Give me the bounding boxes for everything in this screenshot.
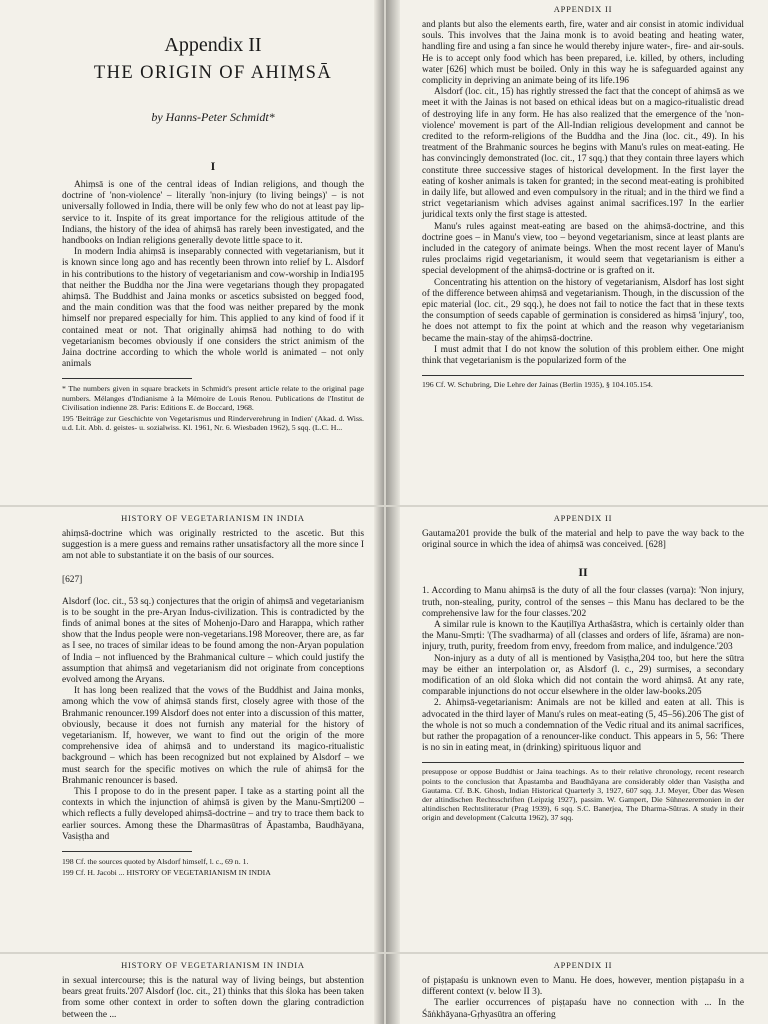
body-paragraph: It has long been realized that the vows of the Buddhist and Jaina monks, among which the vow of ahiṃsā stands first, closely agree with those of the Brahmanic renouncer.199 Alsdorf does not enter into a discussion of this matter, obviously, because it does not furnish any material for the history of vegetarianism. If, however, we want to find out the origin of the more comprehensive idea of ahiṃsā and to understand its magico-ritualistic background – which has been recognized but not explained by Alsdorf – we must search for the specific motives on which the rule of ahiṃsā for the Brahmanic renouncer is based. (62, 686, 364, 786)
body-paragraph: This I propose to do in the present paper. I take as a starting point all the contexts in which the injunction of ahiṃsā is given by the Manu-Smṛti200 – which reflects a fully developed ahiṃsā-doctrine – and try to trace them back to earlier sources. Among these the Dharmasūtras of Āpastamba, Baudhāyana, Vasiṣṭha and (62, 787, 364, 842)
body-paragraph: ahiṃsā-doctrine which was originally restricted to the ascetic. But this suggestion is a mere guess and remains rather unsatisfactory all the more since I am not able to substantiate it on the basis of our sources. (62, 529, 364, 562)
body-paragraph: I must admit that I do not know the solution of this problem either. One might think that vegetarianism is the popularized form of the (422, 344, 744, 367)
body-paragraph: Alsdorf (loc. cit., 15) has rightly stressed the fact that the concept of ahiṃsā as we meet it with the Jainas is not based on ethical ideas but on a magico-ritualistic dread of destroying life in any form. He has also realized that the emergence of the 'non-violence' movement is part of the All-Indian religious development and cannot be credited to the reform-religions of the Buddha and the Jina (loc. cit., 49). In his treatment of the Brahmanic sources he begins with Manu's rules on meat-eating. He has convincingly demonstrated (loc. cit., 17 sqq.) that they contain three layers which constitute three successive stages of historical development. In the first layer the eating of kosher animals is taken for granted; in the second meat-eating is prohibited in daily life, but allowed and even compulsory in the ritual; and in the third we find a strict vegetarianism which advises against animal sacrifices.197 In the earlier juridical texts only the first stage is attested. (422, 87, 744, 221)
body-paragraph: of piṣṭapaśu is unknown even to Manu. He does, however, mention piṣṭapaśu in a different context (v. below II 3). (422, 976, 744, 998)
page-gutter-shadow (374, 954, 384, 1024)
body-paragraph: Ahiṃsā is one of the central ideas of Indian religions, and though the doctrine of 'non-violence' – literally 'non-injury (to living beings)' – is not universally followed in India, there will be only few who do not at least pay lip-service to it. Inspite of its great importance for the religious attitude of the Indians, the history of the idea of ahiṃsā has rarely been investigated, and the handbooks on Indian religions generally devote little space to it. (62, 180, 364, 247)
running-head: HISTORY OF VEGETARIANISM IN INDIA (121, 513, 305, 523)
body-paragraph: 1. According to Manu ahiṃsā is the duty of all the four classes (varṇa): 'Non injury, truth, non-stealing, purity, control of the senses – this Manu has declared to be the comprehensive law for the four classes.'202 (422, 586, 744, 619)
running-head: APPENDIX II (553, 4, 613, 14)
author-byline: by Hanns-Peter Schmidt* (151, 110, 275, 124)
body-paragraph: in sexual intercourse; this is the natural way of living beings, but abstention bears great fruits.'207 Alsdorf (loc. cit., 21) thinks that this śloka has been taken from some other context in order to soften down the glaring contradiction between the ... (62, 976, 364, 1020)
page-appendix-partial (386, 954, 768, 1024)
page-appendix-opening (0, 0, 384, 505)
body-paragraph: The earlier occurrences of piṣṭapaśu have no connection with ... In the Śāṅkhāyana-Gṛhyasūtra an offering (422, 998, 744, 1020)
section-heading: I (210, 159, 216, 173)
chapter-title: Appendix II (164, 34, 262, 56)
chapter-subtitle: THE ORIGIN OF AHIṂSĀ (93, 63, 333, 83)
body-paragraph: Alsdorf (loc. cit., 53 sq.) conjectures that the origin of ahiṃsā and vegetarianism is to be sought in the pre-Aryan Indus-civilization. This is contradicted by the finds of animal bones at the sites of Mohenjo-Daro and Harappa, which rather show that the Indus people were non-vegetarians.198 Moreover, there are, as far as I see, no traces of similar ideas to be found among the non-Aryan population of India – not influenced by the Brahmanical culture – which could justify the assumption that ahiṃsā and vegetarianism did not originate from conceptions evolved among the Aryans. (62, 596, 364, 686)
footnote: 199 Cf. H. Jacobi ... HISTORY OF VEGETARIANISM IN INDIA (62, 868, 271, 878)
page-gutter-shadow (386, 507, 400, 952)
footnote: * The numbers given in square brackets in Schmidt's present article relate to the original page numbers. Mélanges d'Indianisme à la Mémoire de Louis Renou. Publications de l'Institut de Civilisation indienne 28. Paris: Editions E. de Boccard, 1968. (62, 384, 364, 412)
body-paragraph: Non-injury as a duty of all is mentioned by Vasiṣṭha,204 too, but here the sūtra may be either an interpolation or, as Alsdorf (l. c., 29) surmises, a secondary modification of an old śloka which did not contain the word ahiṃsā. At any rate, comparable injunctions do not occur elsewhere in the older law-books.205 (422, 653, 744, 698)
footnote-rule (62, 378, 192, 379)
body-paragraph: 2. Ahiṃsā-vegetarianism: Animals are not be killed and eaten at all. This is advocated in the third layer of Manu's rules on meat-eating (5, 45–56).206 The gist of the whole is not so much a condemnation of the Vedic ritual and its animal sacrifices, but rather the propagation of a renouncer-like conduct. This appears in 5, 56: 'There is no sin in eating meat, in (drinking) spirituous liquor and (422, 698, 744, 754)
page-gutter-shadow (374, 0, 384, 505)
footnote: presuppose or oppose Buddhist or Jaina teachings. As to their relative chronology, recent research points to the conclusion that Āpastamba and Baudhāyana are considerably older than Vasiṣṭha and Gautama. Cf. B.K. Ghosh, Indian Historical Quarterly 3, 1927, 607 sqq. J.J. Meyer, Über das Wesen der altindischen Rechtsschriften (Leipzig 1927), passim. W. Gampert, Die Sühnezeremonien in der altindischen Rechtsliteratur (Prag 1939), 6 sqq. S.C. Banerjea, The Dharma-Sūtras. A study in their origin and development (Calcutta 1962), 37 sqq. (422, 767, 744, 823)
body-paragraph: Gautama201 provide the bulk of the material and help to pave the way back to the original source in which the idea of ahiṃsā was conceived. [628] (422, 529, 744, 551)
page-history-vegetarianism (0, 507, 384, 952)
footnote-rule (62, 851, 192, 852)
body-paragraph: A similar rule is known to the Kauṭilīya Arthaśāstra, which is certainly older than the Manu-Smṛti: '(The svadharma) of all (classes and orders of life, āśrama) are non-injury, truth, purity, freedom from envy, freedom from malice, and indulgence.'203 (422, 620, 744, 653)
body-paragraph: Manu's rules against meat-eating are based on the ahiṃsā-doctrine, and this doctrine goes – in Manu's view, too – beyond vegetarianism, since at least plants are included in the category of animate beings. When the most recent layer of Manu's rules proclaims rigid vegetarianism, it would seem that vegetarianism is either a special development of the ahiṃsā-doctrine or is grafted on it. (422, 221, 744, 277)
body-paragraph: and plants but also the elements earth, fire, water and air consist in atomic individual souls. This involves that the Jaina monk is to avoid beating and heating water, handling fire and using a fan since he would thereby injure water-, fire- and air-souls. He is to accept only food which has been prepared, i.e. killed, by others, including water [626] which must be boiled. Only in this way he is safeguarded against any complicity in depriving an animate being of its life.196 (422, 20, 744, 87)
body-paragraph: In modern India ahiṃsā is inseparably connected with vegetarianism, but it is known since long ago and has recently been thrown into relief by L. Alsdorf in his contributions to the history of vegetarianism and cow-worship in India195 that neither the Buddha nor the Jina were vegetarians though they propagated ahiṃsā. The Buddhist and Jaina monks or ascetics subsisted on begged food, and the main condition was that the food was neither prepared by the monk himself nor prepared especially for him. This applied to any kind of food if it contained meat or not. That originally ahiṃsā had nothing to do with vegetarianism becomes obviously if one considers the strict animism of the Jaina doctrine according to which the whole world is animated – not only animals (62, 247, 364, 370)
footnote: 195 'Beiträge zur Geschichte von Vegetarismus und Rinderverehrung in Indien' (Akad. d. Wiss. u.d. Lit. Abh. d. geistes- u. sozialwiss. Kl. 1961, Nr. 6. Wiesbaden 1962), 5 sqq. (L.C. H... (62, 414, 364, 433)
footnote-rule (422, 762, 744, 763)
body-paragraph: Concentrating his attention on the history of vegetarianism, Alsdorf has lost sight of the difference between ahiṃsā and vegetarianism. Though, in the discussion of the epic material (loc. cit., 29 sqq.), he does not fail to notice the fact that in these texts the consumption of seeds capable of germination is considered as hiṃsā 'injury', too, he does not attempt to fix the point at which and the reason why vegetarianism became the main-stay of the ahiṃsā-doctrine. (422, 277, 744, 344)
running-head: HISTORY OF VEGETARIANISM IN INDIA (121, 960, 305, 970)
section-heading: II (578, 565, 588, 580)
running-head: APPENDIX II (553, 513, 613, 523)
page-history-partial (0, 954, 384, 1024)
footnote-rule (422, 375, 744, 376)
page-gutter-shadow (386, 954, 400, 1024)
page-section-two (386, 507, 768, 952)
running-head: APPENDIX II (553, 960, 613, 970)
page-reference: [627] (62, 574, 83, 585)
page-appendix-continued (386, 0, 768, 505)
footnote: 198 Cf. the sources quoted by Alsdorf himself, l. c., 69 n. 1. (62, 857, 249, 867)
footnote: 196 Cf. W. Schubring, Die Lehre der Jainas (Berlin 1935), § 104.105.154. (422, 380, 653, 390)
page-gutter-shadow (374, 507, 384, 952)
page-gutter-shadow (386, 0, 400, 505)
